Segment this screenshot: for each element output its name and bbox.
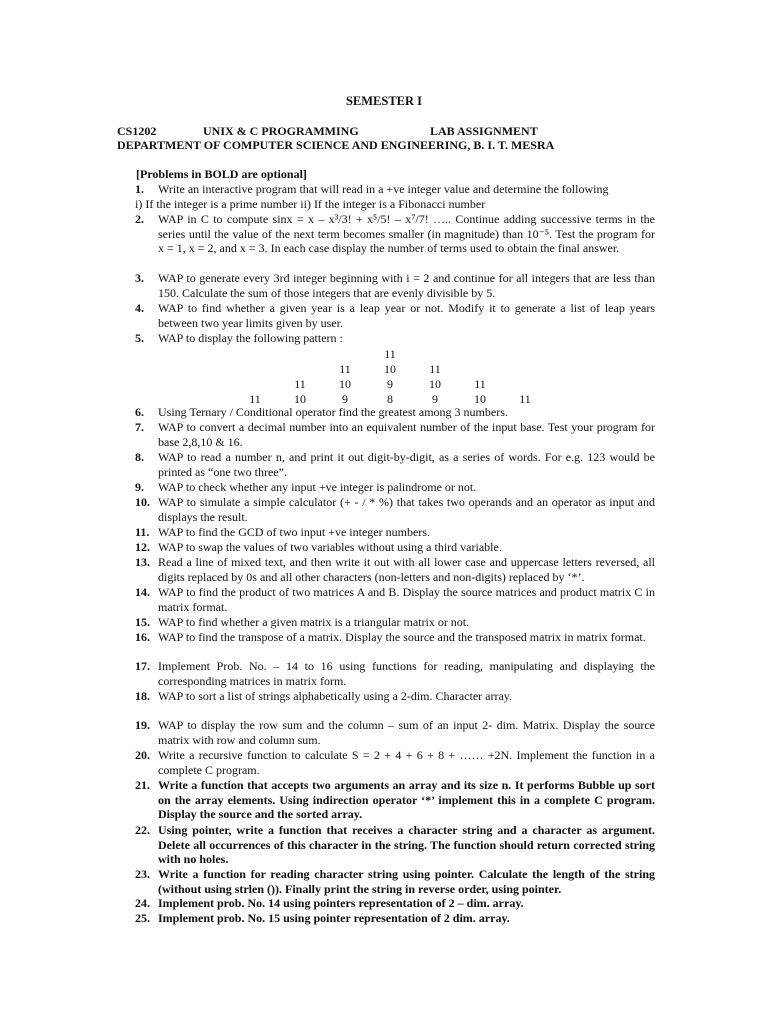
problem-number: 9. xyxy=(135,480,144,494)
problem-number: 3. xyxy=(135,271,144,285)
pattern-cell: 11 xyxy=(249,392,261,406)
problem-number: 15. xyxy=(135,615,150,629)
problem-number: 14. xyxy=(135,585,150,599)
problem-number: 13. xyxy=(135,555,150,569)
pattern-cell: 9 xyxy=(432,392,438,406)
problem-text: i) If the integer is a prime number ii) If the integer is a Fibonacci number xyxy=(135,197,486,211)
problem-text: Write an interactive program that will read in a +ve integer value and determine the following xyxy=(158,182,609,196)
problem-number: 16. xyxy=(135,630,150,644)
pattern-cell: 10 xyxy=(294,392,306,406)
problem-number: 19. xyxy=(135,718,150,732)
problem-number: 25. xyxy=(135,911,150,925)
problem-text: WAP to display the following pattern : xyxy=(158,331,343,345)
problem-text: Read a line of mixed text, and then write it out with all lower case and uppercase letters reversed, all digits replaced by 0s and all other characters (non-letters and non-digits) replaced by ‘*’. xyxy=(158,555,655,584)
problem-text: WAP to find the product of two matrices A and B. Display the source matrices and product matrix C in matrix format. xyxy=(158,585,655,614)
problem-number: 6. xyxy=(135,405,144,419)
problem-text-optional: Write a function that accepts two arguments an array and its size n. It performs Bubble up sort on the array elements. Using indirection operator ‘*’ implement this in a complete C program. Display the source and the sorted array. xyxy=(158,778,655,822)
problem-text: WAP to find whether a given year is a leap year or not. Modify it to generate a list of leap years between two year limits given by user. xyxy=(158,301,655,330)
optional-note: [Problems in BOLD are optional] xyxy=(136,167,307,181)
problem-number: 4. xyxy=(135,301,144,315)
pattern-cell: 10 xyxy=(474,392,486,406)
problem-text: Implement Prob. No. – 14 to 16 using functions for reading, manipulating and displaying the corresponding matrices in matrix form. xyxy=(158,659,655,688)
problem-text: WAP to display the row sum and the column – sum of an input 2- dim. Matrix. Display the source matrix with row and column sum. xyxy=(158,718,655,747)
problem-number: 18. xyxy=(135,689,150,703)
course-name: UNIX & C PROGRAMMING xyxy=(203,124,359,138)
problem-number: 23. xyxy=(135,867,150,881)
pattern-cell: 11 xyxy=(474,377,486,391)
pattern-cell: 11 xyxy=(384,347,396,361)
pattern-cell: 11 xyxy=(294,377,306,391)
problem-number: 12. xyxy=(135,540,150,554)
problem-number: 24. xyxy=(135,896,150,910)
problem-text: WAP to simulate a simple calculator (+ - / * %) that takes two operands and an operator as input and displays the result. xyxy=(158,495,655,524)
problem-number: 8. xyxy=(135,450,144,464)
assignment-title: LAB ASSIGNMENT xyxy=(430,124,538,138)
pattern-cell: 10 xyxy=(384,362,396,376)
problem-text: Using Ternary / Conditional operator find the greatest among 3 numbers. xyxy=(158,405,508,419)
problem-text-optional: Implement prob. No. 14 using pointers representation of 2 – dim. array. xyxy=(158,896,524,910)
problem-number: 1. xyxy=(135,182,144,196)
problem-number: 5. xyxy=(135,331,144,345)
problem-number: 21. xyxy=(135,778,150,792)
problem-text: WAP in C to compute sinx = x – x³/3! + x⁵/5! – x⁷/7! ….. Continue adding successive terms in the series until the value of the next term becomes smaller (in magnitude) than 10⁻⁵. Test the program for x = 1, x = 2, and x = 3. In each case display the number of terms used to obtain the final answer. xyxy=(158,212,655,256)
pattern-cell: 11 xyxy=(339,362,351,376)
problem-text: Write a recursive function to calculate S = 2 + 4 + 6 + 8 + …… +2N. Implement the function in a complete C program. xyxy=(158,748,655,777)
pattern-cell: 9 xyxy=(342,392,348,406)
problem-text: WAP to convert a decimal number into an equivalent number of the input base. Test your program for base 2,8,10 & 16. xyxy=(158,420,655,449)
problem-text: WAP to read a number n, and print it out digit-by-digit, as a series of words. For e.g. 123 would be printed as “one two three”. xyxy=(158,450,655,479)
pattern-cell: 11 xyxy=(429,362,441,376)
pattern-cell: 10 xyxy=(429,377,441,391)
problem-number: 11. xyxy=(135,525,150,539)
problem-number: 7. xyxy=(135,420,144,434)
problem-number: 17. xyxy=(135,659,150,673)
problem-text-optional: Using pointer, write a function that receives a character string and a character as argument. Delete all occurrences of this character in the string. The function should return corrected string with no holes. xyxy=(158,823,655,867)
problem-text: WAP to check whether any input +ve integer is palindrome or not. xyxy=(158,480,477,494)
problem-text: WAP to sort a list of strings alphabetically using a 2-dim. Character array. xyxy=(158,689,513,703)
problem-number: 2. xyxy=(135,212,144,226)
problem-number: 20. xyxy=(135,748,150,762)
semester-heading: SEMESTER I xyxy=(345,94,423,108)
course-code: CS1202 xyxy=(117,124,157,138)
problem-number: 10. xyxy=(135,495,150,509)
problem-text: WAP to find whether a given matrix is a triangular matrix or not. xyxy=(158,615,470,629)
department-line: DEPARTMENT OF COMPUTER SCIENCE AND ENGINEERING, B. I. T. MESRA xyxy=(117,138,555,152)
problem-number: 22. xyxy=(135,823,150,837)
problem-text: WAP to find the GCD of two input +ve integer numbers. xyxy=(158,525,430,539)
pattern-cell: 8 xyxy=(387,392,393,406)
pattern-cell: 9 xyxy=(387,377,393,391)
problem-text-optional: Implement prob. No. 15 using pointer representation of 2 dim. array. xyxy=(158,911,510,925)
pattern-cell: 10 xyxy=(339,377,351,391)
problem-text-optional: Write a function for reading character string using pointer. Calculate the length of the string (without using strlen ()). Finally print the string in reverse order, using pointer. xyxy=(158,867,655,896)
problem-text: WAP to swap the values of two variables without using a third variable. xyxy=(158,540,502,554)
problem-text: WAP to generate every 3rd integer beginning with i = 2 and continue for all integers that are less than 150. Calculate the sum of those integers that are evenly divisible by 5. xyxy=(158,271,655,300)
problem-text: WAP to find the transpose of a matrix. Display the source and the transposed matrix in matrix format. xyxy=(158,630,646,644)
pattern-cell: 11 xyxy=(519,392,531,406)
